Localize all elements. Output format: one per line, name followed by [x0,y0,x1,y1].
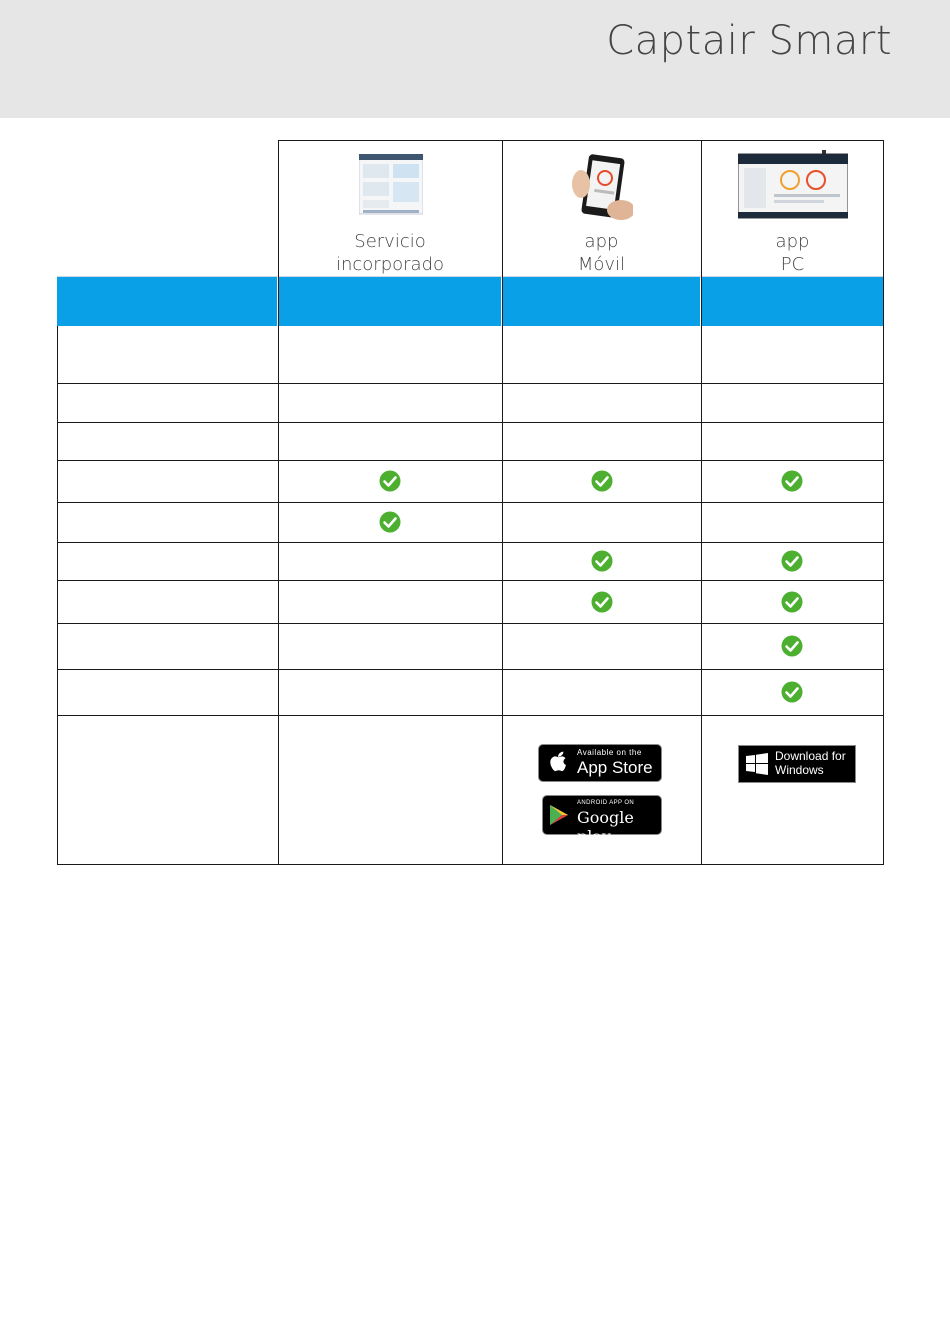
page-header [0,0,950,118]
app-store-badge[interactable] [538,744,662,782]
check-icon [379,470,401,492]
column-header-line1: Servicio [354,231,426,252]
check-icon [781,550,803,572]
windows-logo-icon [746,753,768,775]
google-play-small-text: ANDROID APP ON [577,800,635,806]
windows-download-badge[interactable] [738,745,856,783]
column-header-app-pc [701,230,884,276]
column-header-line2: PC [780,254,805,275]
windows-line2: Windows [775,763,824,777]
check-icon [591,550,613,572]
google-play-badge[interactable] [542,795,662,846]
blue-band-col1 [279,277,501,326]
app-store-small-text: Available on the [577,748,642,757]
check-icon [781,681,803,703]
phone-app-thumbnail [567,152,633,222]
check-icon [781,470,803,492]
google-play-big-text: Google play [577,808,634,846]
windows-line1: Download for [775,749,846,763]
web-dashboard-thumbnail [359,154,423,216]
column-header-line2: Móvil [577,254,626,275]
column-header-line2: incorporado [335,254,445,275]
column-header-line1: app [775,231,810,252]
app-store-big-text: App Store [577,758,653,777]
column-header-line1: app [584,231,619,252]
apple-icon [548,751,568,775]
play-triangle-icon [549,804,569,826]
check-icon [591,470,613,492]
blue-band-label [57,277,277,326]
check-icon [781,591,803,613]
pc-app-thumbnail [738,150,848,220]
check-icon [379,511,401,533]
blue-band-col3 [702,277,884,326]
column-header-servicio [278,230,502,276]
column-header-app-movil [502,230,701,276]
brand-title: Captair Smart [606,18,892,64]
check-icon [781,635,803,657]
blue-band-col2 [503,277,700,326]
check-icon [591,591,613,613]
comparison-table [57,140,884,865]
